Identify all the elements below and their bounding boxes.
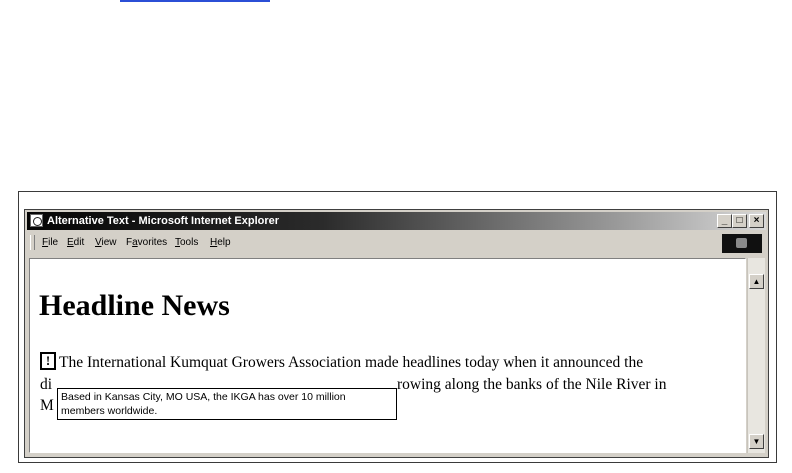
- menu-help[interactable]: Help: [210, 237, 231, 248]
- scroll-up-button[interactable]: ▲: [749, 274, 764, 289]
- menu-bar: [27, 233, 766, 253]
- throbber: [722, 234, 762, 253]
- close-button[interactable]: ×: [749, 214, 764, 228]
- menu-view[interactable]: View: [95, 237, 117, 248]
- window-title: Alternative Text - Microsoft Internet Explorer: [47, 215, 280, 227]
- menu-favorites[interactable]: Favorites: [126, 237, 168, 248]
- title-bar[interactable]: [27, 212, 766, 230]
- browser-window: [24, 209, 769, 458]
- tooltip-line-1: Based in Kansas City, MO USA, the IKGA has over 10 million: [61, 391, 346, 403]
- top-link-underline[interactable]: [120, 0, 270, 3]
- page-content: [29, 258, 746, 453]
- menu-grip[interactable]: [30, 235, 35, 250]
- alt-text-tooltip: [57, 388, 397, 420]
- scroll-down-button[interactable]: ▼: [749, 434, 764, 449]
- page-headline: Headline News: [39, 289, 230, 322]
- vertical-scrollbar[interactable]: [747, 258, 765, 453]
- paragraph-line-1: The International Kumquat Growers Association made headlines today when it announced the: [59, 354, 644, 371]
- ie-app-icon[interactable]: [30, 214, 43, 227]
- menu-file[interactable]: File: [42, 237, 59, 248]
- paragraph-line-2: rowing along the banks of the Nile River in: [397, 376, 667, 393]
- menu-tools[interactable]: Tools: [175, 237, 199, 248]
- tooltip-line-2: members worldwide.: [61, 405, 158, 417]
- missing-image-icon[interactable]: !: [40, 352, 56, 370]
- paragraph-line-3: M: [40, 397, 54, 414]
- paragraph-line-2-prefix: di: [40, 376, 53, 393]
- windows-logo-icon: [736, 238, 747, 248]
- minimize-button[interactable]: _: [717, 214, 732, 228]
- menu-edit[interactable]: Edit: [67, 237, 85, 248]
- maximize-button[interactable]: □: [732, 214, 747, 228]
